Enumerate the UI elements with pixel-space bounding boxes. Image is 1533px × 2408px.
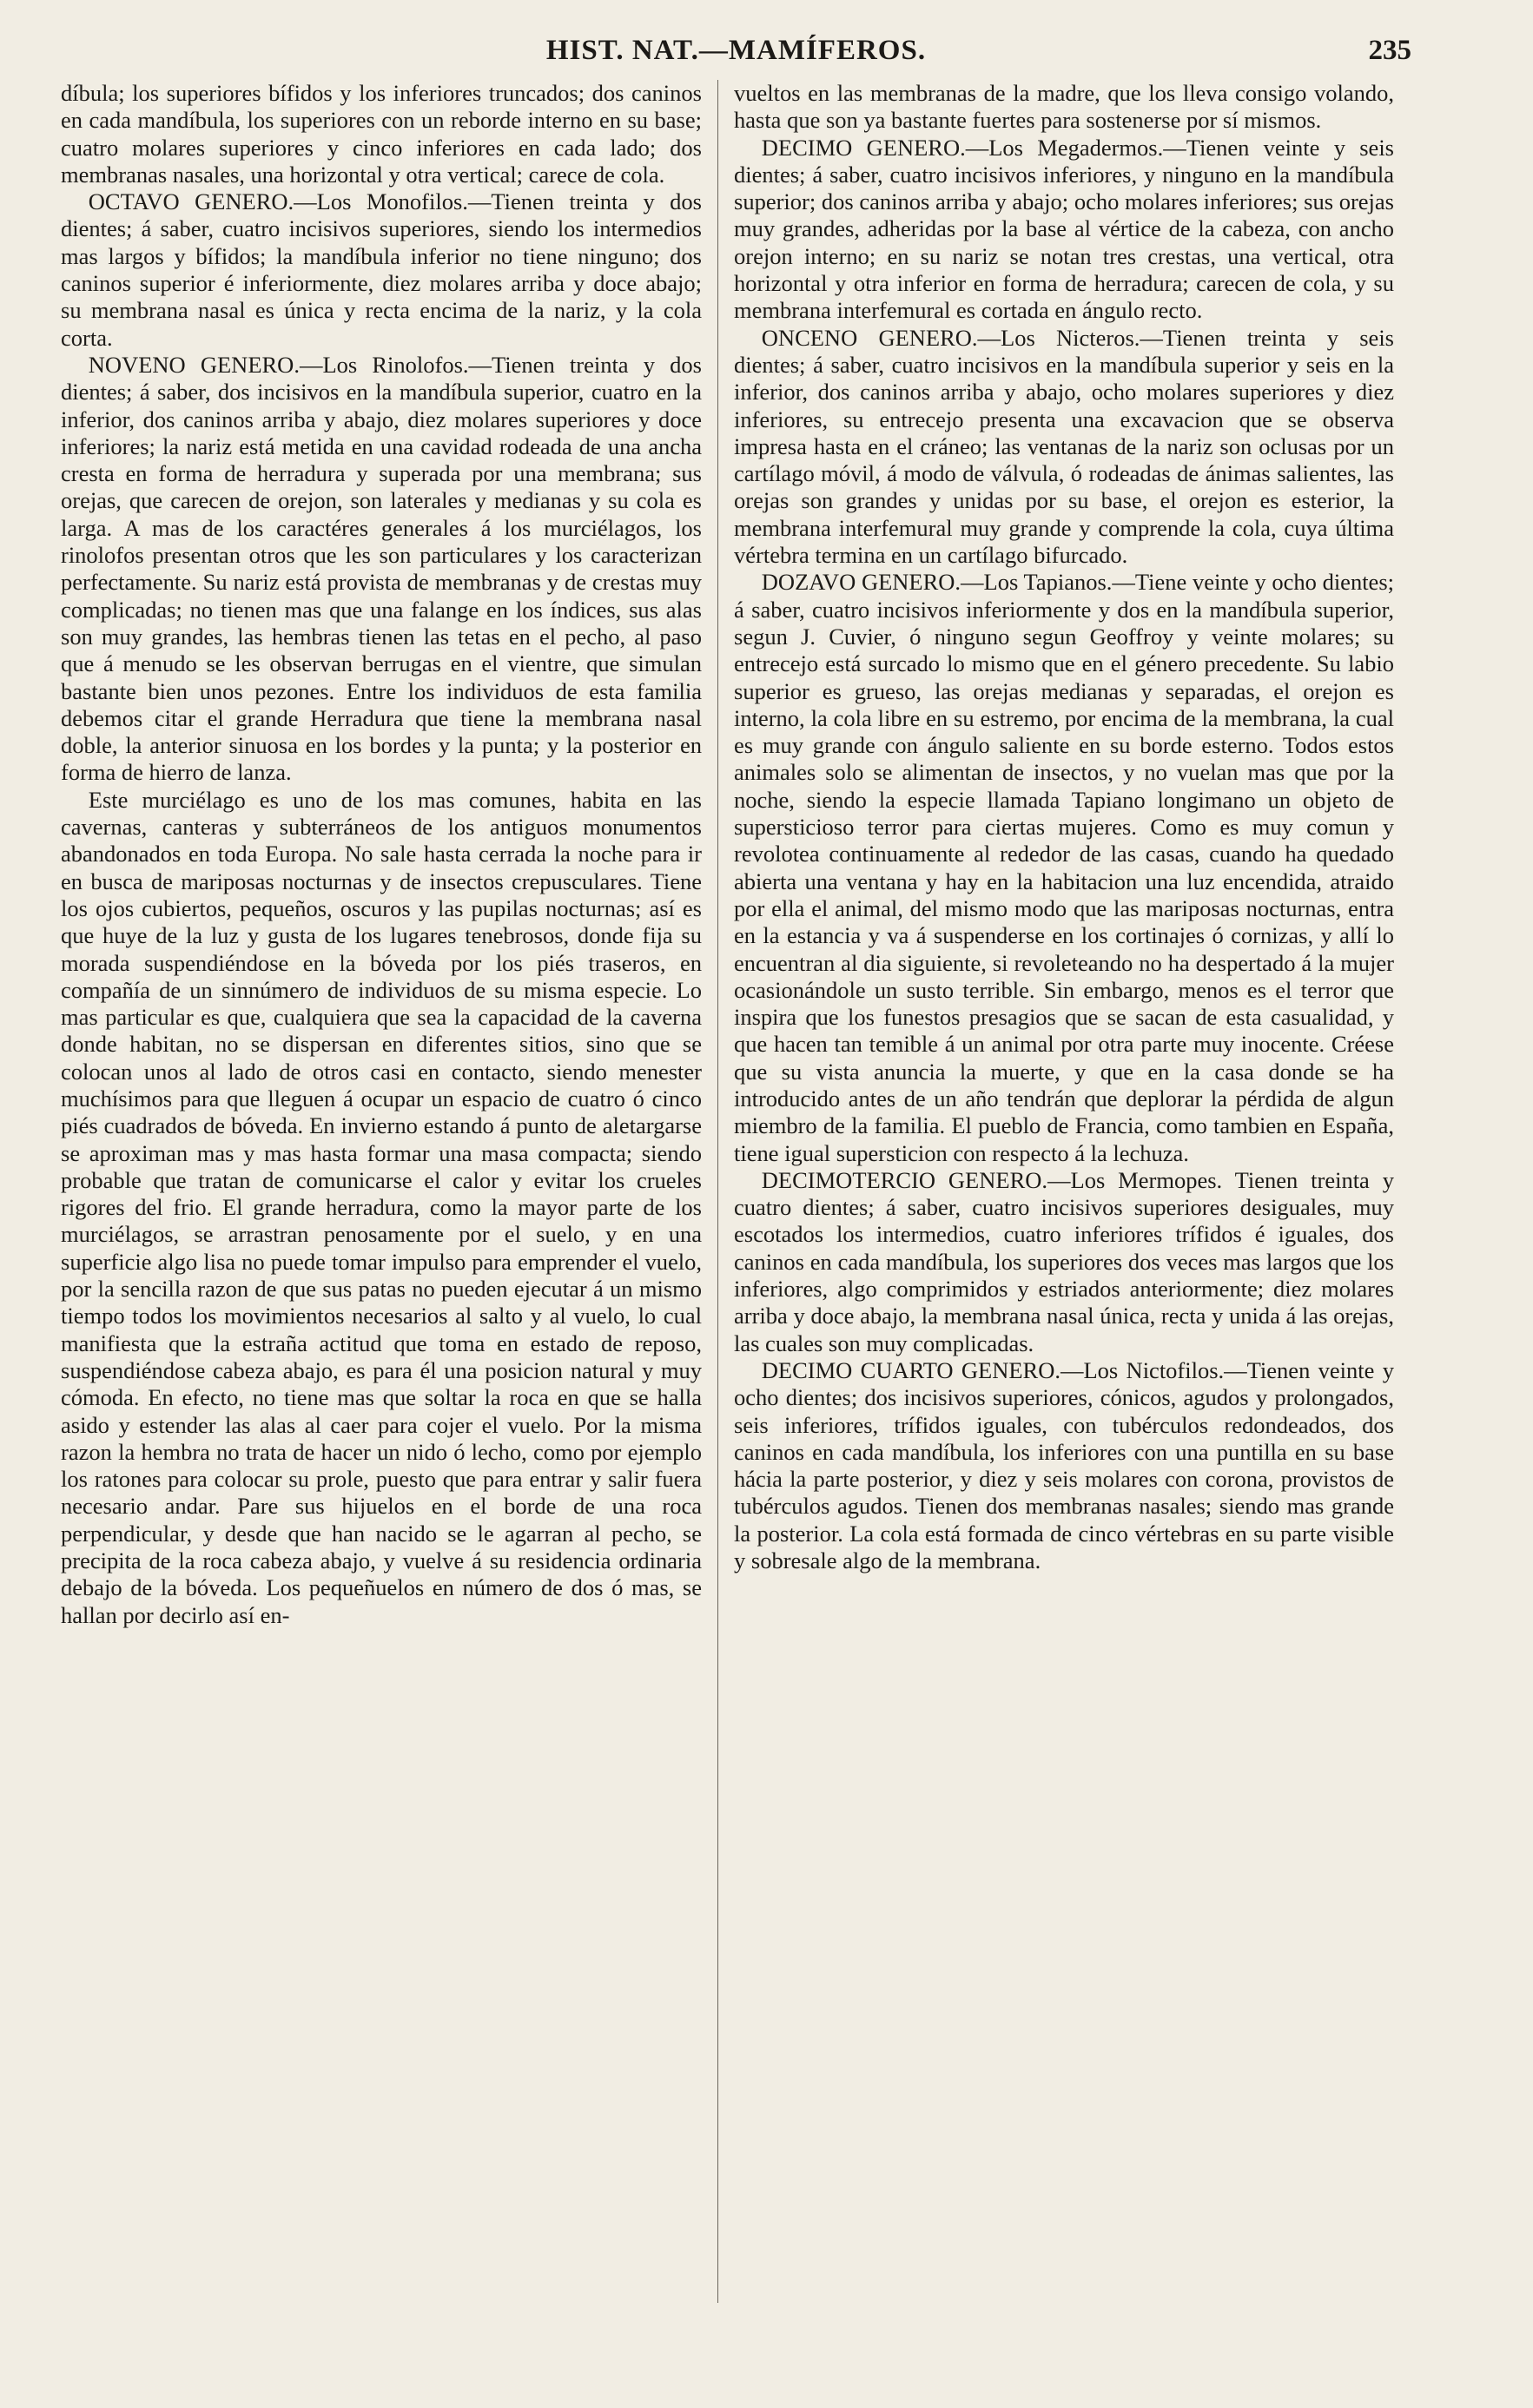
left-column (61, 80, 702, 2338)
page-number: 235 (1368, 35, 1411, 66)
paragraph: vueltos en las membranas de la madre, que los lleva consigo volando, hasta que son ya bastante fuertes para sostenerse por sí mismos. (734, 80, 1394, 134)
right-column (734, 80, 1394, 2338)
running-head (61, 35, 1411, 75)
paragraph: NOVENO GENERO.—Los Rinolofos.—Tienen treinta y dos dientes; á saber, dos incisivos en la mandíbula superior, cuatro en la inferior, dos caninos arriba y abajo, diez molares superiores y doce inferiores; la nariz está metida en una cavidad rodeada de una ancha cresta en forma de herradura y superada por una membrana; sus orejas, que carecen de orejon, son laterales y medianas y su cola es larga. A mas de los caractéres generales á los murciélagos, los rinolofos presentan otros que les son particulares y los caracterizan perfectamente. Su nariz está provista de membranas y de crestas muy complicadas; no tienen mas que una falange en los índices, sus alas son muy grandes, las hembras tienen las tetas en el pecho, al paso que á menudo se les observan berrugas en el vientre, que simulan bastante bien unos pezones. Entre los individuos de esta familia debemos citar el grande Herradura que tiene la membrana nasal doble, la anterior sinuosa en los bordes y la punta; y la posterior en forma de hierro de lanza. (61, 351, 702, 786)
paragraph: Este murciélago es uno de los mas comunes, habita en las cavernas, canteras y subterráneos de los antiguos monumentos abandonados en toda Europa. No sale hasta cerrada la noche para ir en busca de mariposas nocturnas y de insectos crepusculares. Tiene los ojos cubiertos, pequeños, oscuros y las pupilas nocturnas; así es que huye de la luz y gusta de los lugares tenebrosos, donde fija su morada suspendiéndose en la bóveda por los piés traseros, en compañía de un sinnúmero de individuos de su misma especie. Lo mas particular es que, cualquiera que sea la capacidad de la caverna donde habitan, no se dispersan en diferentes sitios, sino que se colocan unos al lado de otros casi en contacto, siendo menester muchísimos para que lleguen á ocupar un espacio de cuatro ó cinco piés cuadrados de bóveda. En invierno estando á punto de aletargarse se aproximan mas y mas hasta formar una masa compacta; siendo probable que tratan de comunicarse el calor y evitar los crueles rigores del frio. El grande herradura, como la mayor parte de los murciélagos, se arrastran penosamente por el suelo, y en una superficie algo lisa no puede tomar impulso para emprender el vuelo, por la sencilla razon de que sus patas no pueden ejecutar á un mismo tiempo todos los movimientos necesarios al salto y al vuelo, lo cual manifiesta que la estraña actitud que toma en estado de reposo, suspendiéndose cabeza abajo, es para él una posicion natural y muy cómoda. En efecto, no tiene mas que soltar la roca en que se halla asido y estender las alas al caer para cojer el vuelo. Por la misma razon la hembra no trata de hacer un nido ó lecho, como por ejemplo los ratones para colocar su prole, puesto que para entrar y salir fuera necesario andar. Pare sus hijuelos en el borde de una roca perpendicular, y desde que han nacido se le agarran al pecho, se precipita de la roca cabeza abajo, y vuelve á su residencia ordinaria debajo de la bóveda. Los pequeñuelos en número de dos ó mas, se hallan por decirlo así en- (61, 786, 702, 1628)
paragraph: DECIMOTERCIO GENERO.—Los Mermopes. Tienen treinta y cuatro dientes; á saber, cuatro incisivos superiores desiguales, muy escotados los intermedios, cuatro inferiores trífidos é iguales, dos caninos en cada mandíbula, los superiores dos veces mas largos que los inferiores, algo comprimidos y estriados anteriormente; diez molares arriba y doce abajo, la membrana nasal única, recta y unida á las orejas, las cuales son muy complicadas. (734, 1166, 1394, 1356)
column-divider (717, 80, 718, 2303)
paragraph: ONCENO GENERO.—Los Nicteros.—Tienen treinta y seis dientes; á saber, cuatro incisivos en la mandíbula superior y seis en la inferior, dos caninos arriba y abajo, ocho molares superiores y diez inferiores, su entrecejo presenta una excavacion que se observa impresa hasta en el cráneo; las ventanas de la nariz son oclusas por un cartílago móvil, á modo de válvula, ó rodeadas de ánimas salientes, las orejas son grandes y unidas por su base, el orejon es esterior, la membrana interfemural muy grande y comprende la cola, cuya última vértebra termina en un cartílago bifurcado. (734, 324, 1394, 569)
paragraph: OCTAVO GENERO.—Los Monofilos.—Tienen treinta y dos dientes; á saber, cuatro incisivos superiores, siendo los intermedios mas largos y bífidos; la mandíbula inferior no tiene ninguno; dos caninos superior é inferiormente, diez molares arriba y doce abajo; su membrana nasal es única y recta encima de la nariz, y la cola corta. (61, 188, 702, 351)
paragraph: díbula; los superiores bífidos y los inferiores truncados; dos caninos en cada mandíbula, los superiores con un reborde interno en su base; cuatro molares superiores y cinco inferiores en cada lado; dos membranas nasales, una horizontal y otra vertical; carece de cola. (61, 80, 702, 188)
running-title: HIST. NAT.—MAMÍFEROS. (545, 35, 927, 66)
paragraph: DECIMO GENERO.—Los Megadermos.—Tienen veinte y seis dientes; á saber, cuatro incisivos inferiores, y ninguno en la mandíbula superior; dos caninos arriba y abajo; ocho molares inferiores; sus orejas muy grandes, adheridas por la base al vértice de la cabeza, con ancho orejon interno; en su nariz se notan tres crestas, una vertical, otra horizontal y otra inferior en forma de herradura; carecen de cola, y su membrana interfemural es cortada en ángulo recto. (734, 134, 1394, 324)
paragraph: DOZAVO GENERO.—Los Tapianos.—Tiene veinte y ocho dientes; á saber, cuatro incisivos inferiormente y dos en la mandíbula superior, segun J. Cuvier, ó ninguno segun Geoffroy y veinte molares; su entrecejo está surcado lo mismo que en el género precedente. Su labio superior es grueso, las orejas medianas y separadas, el orejon es interno, la cola libre en su estremo, por encima de la membrana, la cual es muy grande con ángulo saliente en su borde esterno. Todos estos animales solo se alimentan de insectos, y no vuelan mas que por la noche, siendo la especie llamada Tapiano longimano un objeto de supersticioso terror para ciertas mujeres. Como es muy comun y revolotea continuamente al rededor de las casas, cuando ha quedado abierta una ventana y hay en la habitacion una luz encendida, atraido por ella el animal, del mismo modo que las mariposas nocturnas, entra en la estancia y va á suspenderse en los cortinajes ó cornizas, y allí lo encuentran al dia siguiente, si revoleteando no ha despertado á la mujer ocasionándole un susto terrible. Sin embargo, menos es el terror que inspira que los funestos presagios que se sacan de esta casualidad, y que hacen tan temible á un animal por otra parte muy inocente. Créese que su vista anuncia la muerte, y que en la casa donde se ha introducido antes de un año tendrán que deplorar la pérdida de algun miembro de la familia. El pueblo de Francia, como tambien en España, tiene igual supersticion con respecto á la lechuza. (734, 569, 1394, 1166)
paragraph: DECIMO CUARTO GENERO.—Los Nictofilos.—Tienen veinte y ocho dientes; dos incisivos superiores, cónicos, agudos y prolongados, seis inferiores, trífidos iguales, con tubérculos redondeados, dos caninos en cada mandíbula, los inferiores con una puntilla en su base hácia la parte posterior, y diez y seis molares con corona, provistos de tubérculos agudos. Tienen dos membranas nasales; siendo mas grande la posterior. La cola está formada de cinco vértebras en su parte visible y sobresale algo de la membrana. (734, 1356, 1394, 1574)
